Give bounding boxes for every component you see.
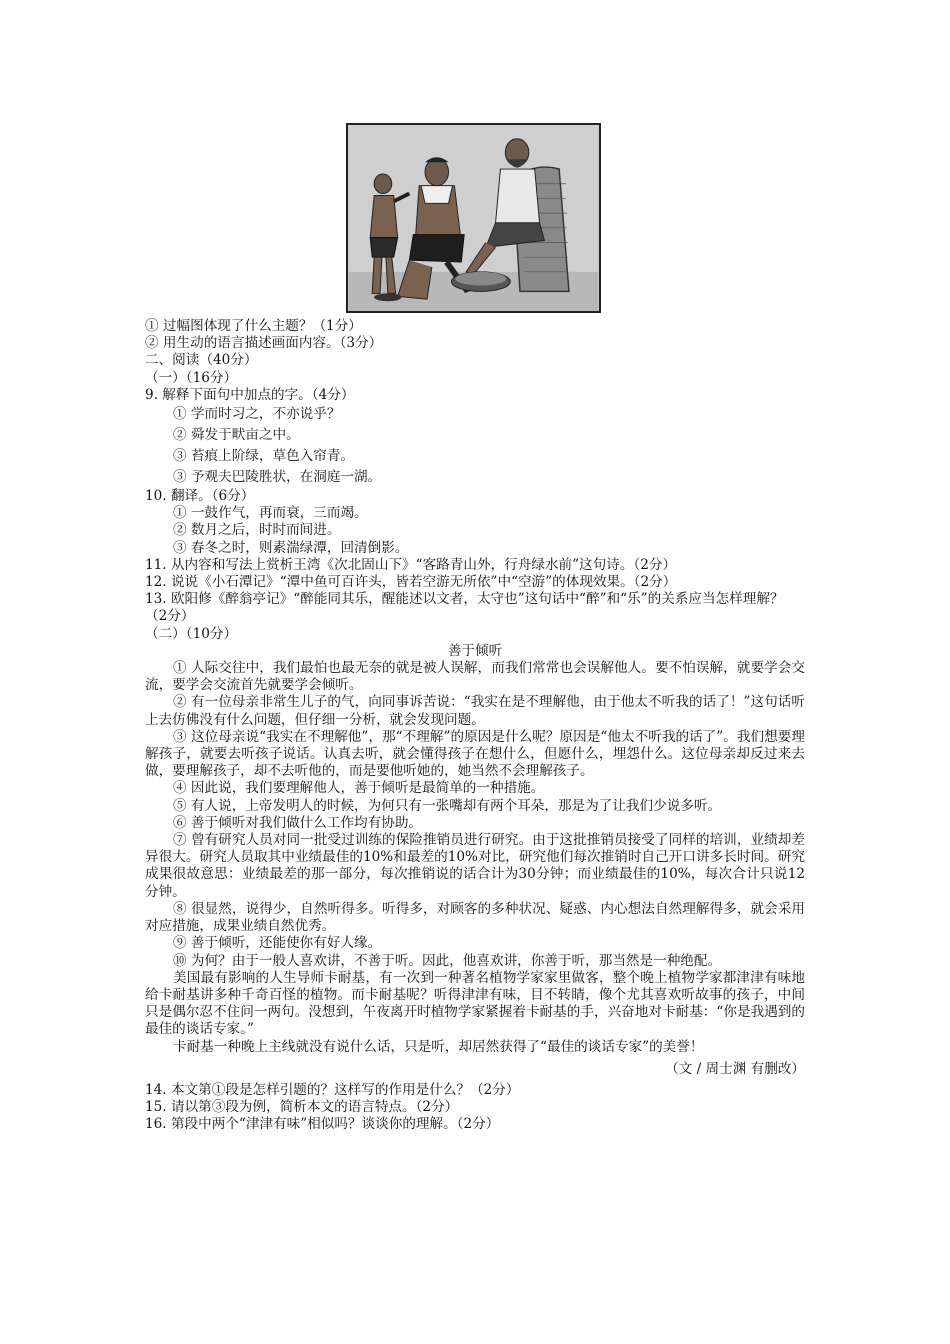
q9-title: 9. 解释下面句中加点的字。（4分）	[145, 386, 355, 403]
article-paragraph-4: ④ 因此说，我们要理解他人，善于倾听是最简单的一种措施。	[173, 780, 545, 797]
q13: 13. 欧阳修《醉翁亭记》“醉能同其乐，醒能述以文者，太守也”这句话中“醉”和“乐”的关系应当怎样理解？（2分）	[145, 591, 784, 625]
article-paragraph-5: ⑤ 有人说，上帝发明人的时候，为何只有一张嘴却有两个耳朵，那是为了让我们少说多听。	[173, 797, 722, 814]
article-paragraph-2: ② 有一位母亲非常生儿子的气，向同事诉苦说：“我实在是不理解他，由于他太不听我的话了！”这句话听上去仿佛没有什么问题，但仔细一分析，就会发现问题。	[145, 694, 805, 728]
article-paragraph-1: ① 人际交往中，我们最怕也最无奈的就是被人误解，而我们常常也会误解他人。要不怕误解，就要学会交流，要学会交流首先就要学会倾听。	[145, 660, 805, 694]
q10-item-3: ③ 春冬之时，则素湍绿潭，回清倒影。	[173, 539, 409, 556]
article-paragraph-10: ⑩ 为何？由于一般人喜欢讲，不善于听。因此，他喜欢讲，你善于听，那当然是一种绝配。	[173, 952, 722, 969]
illustration-figure	[346, 123, 601, 313]
q10-item-1: ① 一鼓作气，再而衰，三而竭。	[173, 505, 368, 522]
q15: 15. 请以第③段为例，简析本文的语言特点。（2分）	[145, 1099, 459, 1116]
q9-item-2: ② 舜发于畎亩之中。	[173, 427, 300, 444]
article-title: 善于倾听	[447, 642, 503, 659]
part-two-heading: （二）（10分）	[145, 625, 238, 642]
q9-item-4: ③ 予观夫巴陵胜状，在洞庭一湖。	[173, 469, 382, 486]
image-question-2: ② 用生动的语言描述画面内容。（3分）	[145, 335, 383, 352]
exam-content	[145, 318, 805, 1134]
article-paragraph-11: 美国最有影响的人生导师卡耐基，有一次到一种著名植物学家家里做客，整个晚上植物学家都津津有味地给卡耐基讲多种千奇百怪的植物。而卡耐基呢？听得津津有味，目不转睛，像个尤其喜欢听故事的孩子，中间只是偶尔忍不住问一两句。没想到，午夜离开时植物学家紧握着卡耐基的手，兴奋地对卡耐基：“你是我遇到的最佳的谈话专家。”	[145, 969, 805, 1038]
q11: 11. 从内容和写法上赏析王湾《次北固山下》“客路青山外，行舟绿水前”这句诗。（2分）	[145, 556, 677, 573]
q16: 16. 第段中两个“津津有味”相似吗？谈谈你的理解。（2分）	[145, 1116, 500, 1133]
part-one-heading: （一）（16分）	[145, 369, 238, 386]
q9-item-1: ① 学而时习之，不亦说乎？	[173, 406, 341, 423]
q14: 14. 本文第①段是怎样引题的？这样写的作用是什么？（2分）	[145, 1081, 520, 1098]
article-paragraph-8: ⑧ 很显然，说得少，自然听得多。听得多，对顾客的多种状况、疑惑、内心想法自然理解得多，就会采用对应措施，成果业绩自然优秀。	[145, 900, 805, 935]
q12: 12. 说说《小石潭记》“潭中鱼可百许头，皆若空游无所依”中“空游”的体现效果。（2分）	[145, 574, 677, 591]
q10-title: 10. 翻译。（6分）	[145, 488, 255, 505]
article-paragraph-3: ③ 这位母亲说“我实在不理解他”，那“不理解”的原因是什么呢？原因是“他太不听我的话了”。我们想要理解孩子，就要去听孩子说话。认真去听，就会懂得孩子在想什么，但愿什么，埋怨什么。这位母亲却反过来去做，要理解孩子，却不去听他的，而是要他听她的，她当然不会理解孩子。	[145, 728, 805, 780]
q9-item-3: ③ 苔痕上阶绿，草色入帘青。	[173, 448, 355, 465]
foot-washing-illustration	[348, 125, 599, 311]
article-paragraph-12: 卡耐基一种晚上主线就没有说什么话，只是听，却居然获得了“最佳的谈话专家”的美誉！	[173, 1038, 704, 1055]
article-paragraph-7: ⑦ 曾有研究人员对同一批受过训练的保险推销员进行研究。由于这批推销员接受了同样的培训，业绩却差异很大。研究人员取其中业绩最佳的10%和最差的10%对比，研究他们每次推销时自己开口讲多长时间。研究成果很故意思：业绩最差的那一部分，每次推销说的话合计为30分钟；而业绩最佳的10%，每次合计只说12分钟。	[145, 832, 805, 900]
section-reading-heading: 二、阅读（40分）	[145, 352, 258, 369]
article-paragraph-6: ⑥ 善于倾听对我们做什么工作均有协助。	[173, 814, 423, 831]
q10-item-2: ② 数月之后，时时而间进。	[173, 522, 341, 539]
image-question-1: ① 过幅图体现了什么主题？（1分）	[145, 318, 362, 334]
article-source: （文 / 周士渊 有删改）	[665, 1060, 805, 1077]
article-paragraph-9: ⑨ 善于倾听，还能使你有好人缘。	[173, 935, 382, 952]
